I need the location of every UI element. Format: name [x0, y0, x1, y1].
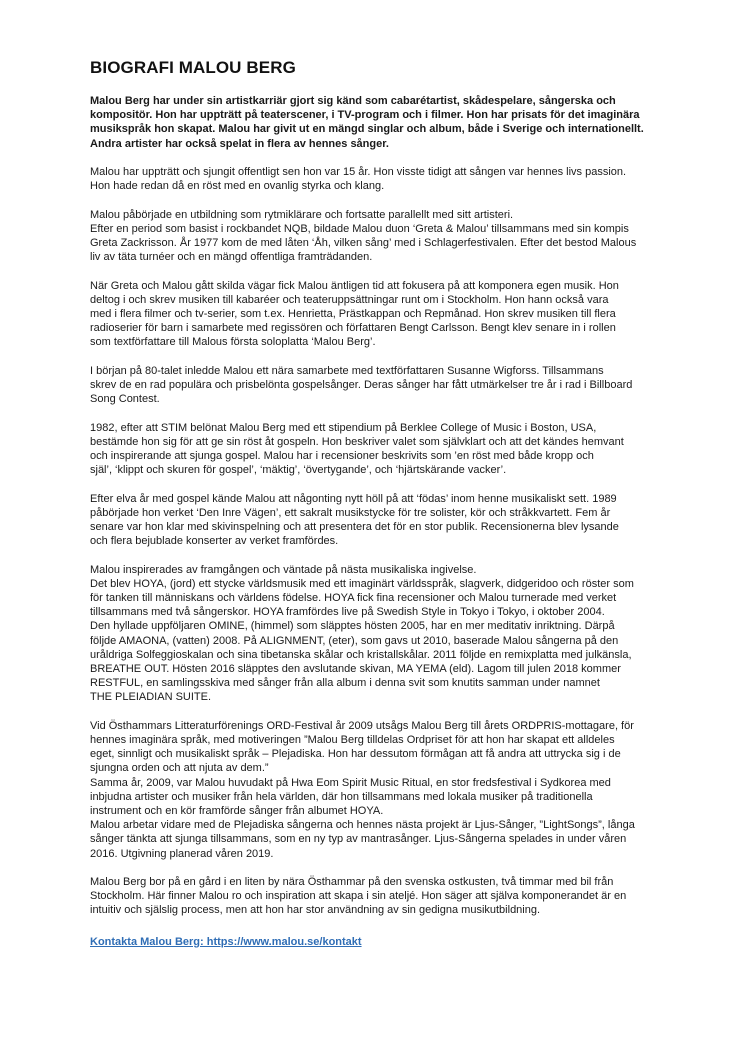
paragraph-line: Stockholm. Här finner Malou ro och inspiration att skapa i sin ateljé. Hon säger att själva komponerandet är en: [90, 890, 627, 903]
paragraph-line: liv av täta turnéer och en mängd offentliga framträdanden.: [90, 251, 373, 264]
paragraph-line: instrument och en kör framförde sånger från albumet HOYA.: [90, 805, 384, 818]
paragraph-line: sjungna orden och att njuta av dem.”: [90, 762, 269, 775]
body-paragraph: [90, 563, 668, 705]
paragraph-line: som textförfattare till Malous första soloplatta ‘Malou Berg’.: [90, 336, 376, 349]
paragraph-line: THE PLEIADIAN SUITE.: [90, 691, 212, 704]
paragraph-line: Malou arbetar vidare med de Plejadiska sångerna och hennes nästa projekt är Ljus-Sånger, ”LightSongs”, långa: [90, 819, 635, 832]
paragraph-line: bestämde hon sig för att ge sin röst åt gospeln. Hon beskriver valet som självklart och att det kändes hemvant: [90, 435, 624, 448]
paragraph-line: Malou påbörjade en utbildning som rytmiklärare och fortsatte parallellt med sitt artisteri.: [90, 208, 514, 221]
paragraph-line: påbörjade hon verket ‘Den Inre Vägen’, ett sakralt musikstycke för tre solister, kör och stråkkvartett. Fem år: [90, 506, 611, 519]
body-paragraph: [90, 492, 668, 549]
paragraph-line: intuitiv och själslig process, men att hon har stor användning av sin gedigna musikutbildning.: [90, 904, 541, 917]
paragraph-line: Greta Zackrisson. År 1977 kom de med låten ‘Åh, vilken sång’ med i Schlagerfestivalen. Efter det bestod Malous: [90, 237, 637, 249]
paragraph-line: Den hyllade uppföljaren OMINE, (himmel) som släpptes hösten 2005, har en mer meditativ inriktning. Därpå: [90, 620, 615, 633]
paragraph-line: Andra artister har också spelat in flera av hennes sånger.: [90, 137, 389, 150]
intro-paragraph: [90, 94, 668, 151]
paragraph-line: kompositör. Hon har uppträtt på teaterscener, i TV-program och i filmer. Hon har prisats för det imaginära: [90, 109, 640, 122]
contact-link[interactable]: Kontakta Malou Berg: https://www.malou.se/kontakt: [90, 935, 362, 948]
body-paragraph: [90, 875, 668, 918]
paragraph-line: själ’, ‘klippt och skuren för gospel’, ‘mäktig’, ‘övertygande’, och ‘hjärtskärande vacker’.: [90, 464, 507, 477]
paragraph-line: uråldriga Solfeggioskalan och sina tibetanska skålar och kristallskålar. 2011 följde en remixplatta med julkänsla,: [90, 648, 632, 661]
paragraph-line: sånger tänkta att sjunga tillsammans, som en ny typ av mantrasånger. Ljus-Sångerna spelades in under våren: [90, 833, 627, 846]
paragraph-line: Hon hade redan då en röst med en ovanlig styrka och klang.: [90, 180, 385, 193]
paragraph-line: eget, sinnligt och musikaliskt språk – Plejadiska. Hon har dessutom förmågan att få andra att uttrycka sig i de: [90, 748, 621, 761]
paragraph-line: Malou inspirerades av framgången och väntade på nästa musikaliska ingivelse.: [90, 563, 477, 576]
body-paragraph: [90, 421, 668, 478]
paragraph-line: BREATHE OUT. Hösten 2016 släpptes den avslutande skivan, MA YEMA (eld). Lagom till julen 2018 kommer: [90, 663, 621, 676]
paragraph-line: deltog i och skrev musiken till kabaréer och teateruppsättningar runt om i Stockholm. Hon hann också vara: [90, 293, 609, 306]
paragraph-line: skrev de en rad populära och prisbelönta gospelsånger. Deras sånger har fått utmärkelser tre år i rad i Billboard: [90, 379, 633, 391]
paragraph-line: med i flera filmer och tv-serier, som t.ex. Henrietta, Prästkappan och Repmånad. Hon skrev musiken till flera: [90, 308, 616, 320]
body-paragraph: [90, 364, 668, 407]
document-page: [90, 58, 668, 950]
body-paragraph: [90, 208, 668, 265]
document-body: [90, 94, 668, 918]
paragraph-line: hennes imaginära språk, med motiveringen ”Malou Berg tilldelas Ordpriset för att hon har skapat ett alldeles: [90, 734, 615, 747]
paragraph-line: följde AMAONA, (vatten) 2008. På ALIGNMENT, (eter), som gavs ut 2010, baserade Malou sångerna på den: [90, 634, 619, 647]
paragraph-line: för tanken till människans och världens födelse. HOYA fick fina recensioner och Malou turnerade med verket: [90, 592, 617, 604]
document-title: BIOGRAFI MALOU BERG: [90, 58, 296, 77]
paragraph-line: Vid Östhammars Litteraturförenings ORD-Festival år 2009 utsågs Malou Berg till årets ORDPRIS-mottagare, för: [90, 719, 634, 732]
paragraph-line: Efter en period som basist i rockbandet NQB, bildade Malou duon ‘Greta & Malou’ tillsammans med sin kompis: [90, 222, 629, 235]
paragraph-line: RESTFUL, en samlingsskiva med sånger från alla album i denna svit som knutits samman under namnet: [90, 677, 600, 690]
paragraph-line: I början på 80-talet inledde Malou ett nära samarbete med textförfattaren Susanne Wigforss. Tillsammans: [90, 364, 604, 377]
paragraph-line: När Greta och Malou gått skilda vägar fick Malou äntligen tid att fokusera på att komponera egen musik. Hon: [90, 279, 619, 292]
paragraph-line: Song Contest.: [90, 393, 160, 406]
paragraph-line: musikspråk hon skapat. Malou har givit ut en mängd singlar och album, både i Sverige och internationellt.: [90, 123, 644, 136]
paragraph-line: 2016. Utgivning planerad våren 2019.: [90, 847, 274, 860]
paragraph-line: tillsammans med två sångerskor. HOYA framfördes live på Swedish Style in Tokyo i Tokyo, i oktober 2004.: [90, 606, 605, 619]
paragraph-line: Samma år, 2009, var Malou huvudakt på Hwa Eom Spirit Music Ritual, en stor fredsfestival i Sydkorea med: [90, 776, 611, 789]
paragraph-line: 1982, efter att STIM belönat Malou Berg med ett stipendium på Berklee College of Music i Boston, USA,: [90, 421, 597, 434]
body-paragraph: [90, 279, 668, 350]
paragraph-line: inbjudna artister och musiker från hela världen, där hon tillsammans med lokala musiker på traditionella: [90, 790, 593, 803]
paragraph-line: Malou Berg bor på en gård i en liten by nära Östhammar på den svenska ostkusten, två timmar med bil från: [90, 876, 614, 889]
paragraph-line: Malou Berg har under sin artistkarriär gjort sig känd som cabarétartist, skådespelare, sångerska och: [90, 95, 616, 107]
paragraph-line: Malou har uppträtt och sjungit offentligt sen hon var 15 år. Hon visste tidigt att sången var hennes livs passion.: [90, 166, 627, 178]
body-paragraph: [90, 165, 668, 193]
paragraph-line: och inspirerande att sjunga gospel. Malou har i recensioner beskrivits som ’en röst med både kropp och: [90, 450, 594, 462]
body-paragraph: [90, 719, 668, 861]
paragraph-line: radioserier för barn i samarbete med regissören och författaren Bengt Carlsson. Bengt klev senare in i rollen: [90, 322, 616, 335]
paragraph-line: senare var hon klar med skivinspelning och att presentera det för en stor publik. Recensionerna blev lysande: [90, 521, 619, 533]
paragraph-line: Det blev HOYA, (jord) ett stycke världsmusik med ett imaginärt världsspråk, slagverk, didgeridoo och röster som: [90, 577, 634, 590]
paragraph-line: och flera bejublade konserter av verket framfördes.: [90, 535, 339, 548]
paragraph-line: Efter elva år med gospel kände Malou att någonting nytt höll på att ‘födas’ inom henne musikaliskt sett. 1989: [90, 492, 617, 505]
